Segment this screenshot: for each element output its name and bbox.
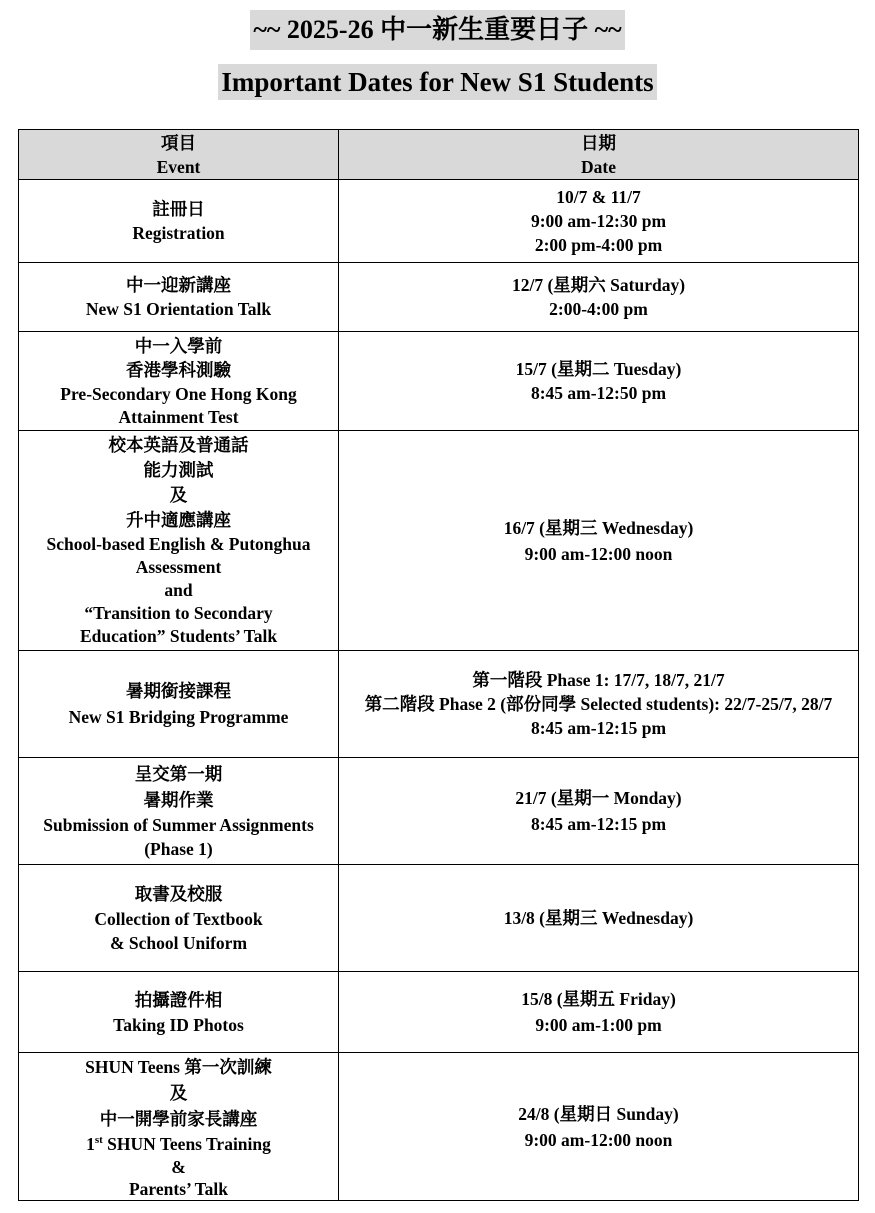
date-line: 9:00 am-12:30 pm <box>530 211 667 231</box>
event-line: 拍攝證件相 <box>134 990 223 1010</box>
event-cell <box>19 651 339 758</box>
date-line: 2:00 pm-4:00 pm <box>534 235 663 255</box>
table-row <box>19 180 859 263</box>
event-line: 取書及校服 <box>134 884 223 904</box>
date-line: 15/8 (星期五 Friday) <box>521 989 676 1009</box>
event-cell <box>19 972 339 1053</box>
table-row <box>19 865 859 972</box>
event-line: Parents’ Talk <box>128 1178 229 1199</box>
table-row <box>19 972 859 1053</box>
event-line: 中一入學前 <box>134 336 223 356</box>
event-line: 中一迎新講座 <box>126 275 231 295</box>
event-line: (Phase 1) <box>144 839 213 859</box>
event-cell <box>19 180 339 263</box>
event-line: New S1 Bridging Programme <box>68 707 289 727</box>
date-cell <box>339 332 859 431</box>
date-line: 24/8 (星期日 Sunday) <box>518 1103 679 1124</box>
header-event-en: Event <box>156 156 201 177</box>
header-date-zh: 日期 <box>581 132 616 153</box>
event-line: 中一開學前家長講座 <box>99 1108 258 1129</box>
event-line: SHUN Teens 第一次訓練 <box>85 1056 272 1077</box>
title-english-text: Important Dates for New S1 Students <box>218 64 656 100</box>
date-cell <box>339 431 859 651</box>
date-line: 21/7 (星期一 Monday) <box>515 788 682 808</box>
event-line: Assessment <box>135 557 222 577</box>
date-line: 8:45 am-12:15 pm <box>530 814 667 834</box>
header-event-zh: 項目 <box>161 132 196 153</box>
event-line: & School Uniform <box>109 933 248 953</box>
table-header-row <box>19 130 859 180</box>
date-cell <box>339 180 859 263</box>
event-line: 暑期銜接課程 <box>126 681 231 701</box>
event-line: 暑期作業 <box>143 790 214 810</box>
date-line: 9:00 am-12:00 noon <box>524 543 673 564</box>
event-line: Collection of Textbook <box>94 909 263 929</box>
event-line: & <box>171 1156 186 1177</box>
ordinal-number: 1 <box>86 1133 95 1154</box>
event-cell <box>19 431 339 651</box>
event-cell <box>19 1053 339 1201</box>
event-line: Submission of Summer Assignments <box>43 815 314 835</box>
event-cell <box>19 332 339 431</box>
table-row <box>19 1053 859 1201</box>
event-line: and <box>164 580 193 600</box>
date-line: 15/7 (星期二 Tuesday) <box>515 359 682 379</box>
event-cell <box>19 758 339 865</box>
event-line: New S1 Orientation Talk <box>85 299 272 319</box>
event-line: Attainment Test <box>118 407 239 427</box>
date-line: 第二階段 Phase 2 (部份同學 Selected students): 22/7-25/7, 28/7 <box>364 694 833 714</box>
header-date-en: Date <box>581 156 616 177</box>
event-line: Registration <box>132 223 225 243</box>
event-line: 註冊日 <box>152 199 205 219</box>
table-row <box>19 263 859 332</box>
date-line: 第一階段 Phase 1: 17/7, 18/7, 21/7 <box>472 670 725 690</box>
date-line: 13/8 (星期三 Wednesday) <box>503 908 694 928</box>
event-line: School-based English & Putonghua <box>46 534 311 554</box>
date-cell <box>339 972 859 1053</box>
date-line: 10/7 & 11/7 <box>556 187 641 207</box>
table-row <box>19 758 859 865</box>
date-line: 8:45 am-12:50 pm <box>530 383 667 403</box>
ordinal-suffix: st <box>94 1133 103 1146</box>
header-event <box>19 130 339 180</box>
event-line: 及 <box>169 485 188 505</box>
event-line: Pre-Secondary One Hong Kong <box>60 384 297 404</box>
date-cell <box>339 651 859 758</box>
event-line: 能力測試 <box>143 460 214 480</box>
important-dates-table <box>18 129 859 1201</box>
date-cell <box>339 263 859 332</box>
header-date <box>339 130 859 180</box>
date-cell <box>339 1053 859 1201</box>
training-text: SHUN Teens Training <box>102 1133 271 1154</box>
table-row <box>19 332 859 431</box>
date-cell <box>339 758 859 865</box>
date-line: 12/7 (星期六 Saturday) <box>511 275 686 295</box>
event-line: 校本英語及普通話 <box>108 435 249 455</box>
title-chinese-text: ~~ 2025-26 中一新生重要日子 ~~ <box>250 10 624 50</box>
table-row <box>19 651 859 758</box>
date-cell <box>339 865 859 972</box>
event-line: 及 <box>169 1082 188 1103</box>
event-line-training <box>19 1132 338 1156</box>
page-title-chinese <box>0 10 875 50</box>
date-line: 2:00-4:00 pm <box>549 299 648 319</box>
page-title-english <box>0 64 875 100</box>
event-cell <box>19 865 339 972</box>
table-row <box>19 431 859 651</box>
event-line: Education” Students’ Talk <box>79 626 278 646</box>
date-line: 16/7 (星期三 Wednesday) <box>503 517 694 538</box>
event-line: Taking ID Photos <box>113 1015 244 1035</box>
date-line: 9:00 am-12:00 noon <box>524 1129 673 1150</box>
date-line: 8:45 am-12:15 pm <box>530 718 667 738</box>
event-line: 升中適應講座 <box>126 510 231 530</box>
event-line: 呈交第一期 <box>134 764 223 784</box>
event-line: 香港學科測驗 <box>126 360 231 380</box>
event-line: “Transition to Secondary <box>84 603 273 623</box>
event-cell <box>19 263 339 332</box>
date-line: 9:00 am-1:00 pm <box>535 1015 662 1035</box>
